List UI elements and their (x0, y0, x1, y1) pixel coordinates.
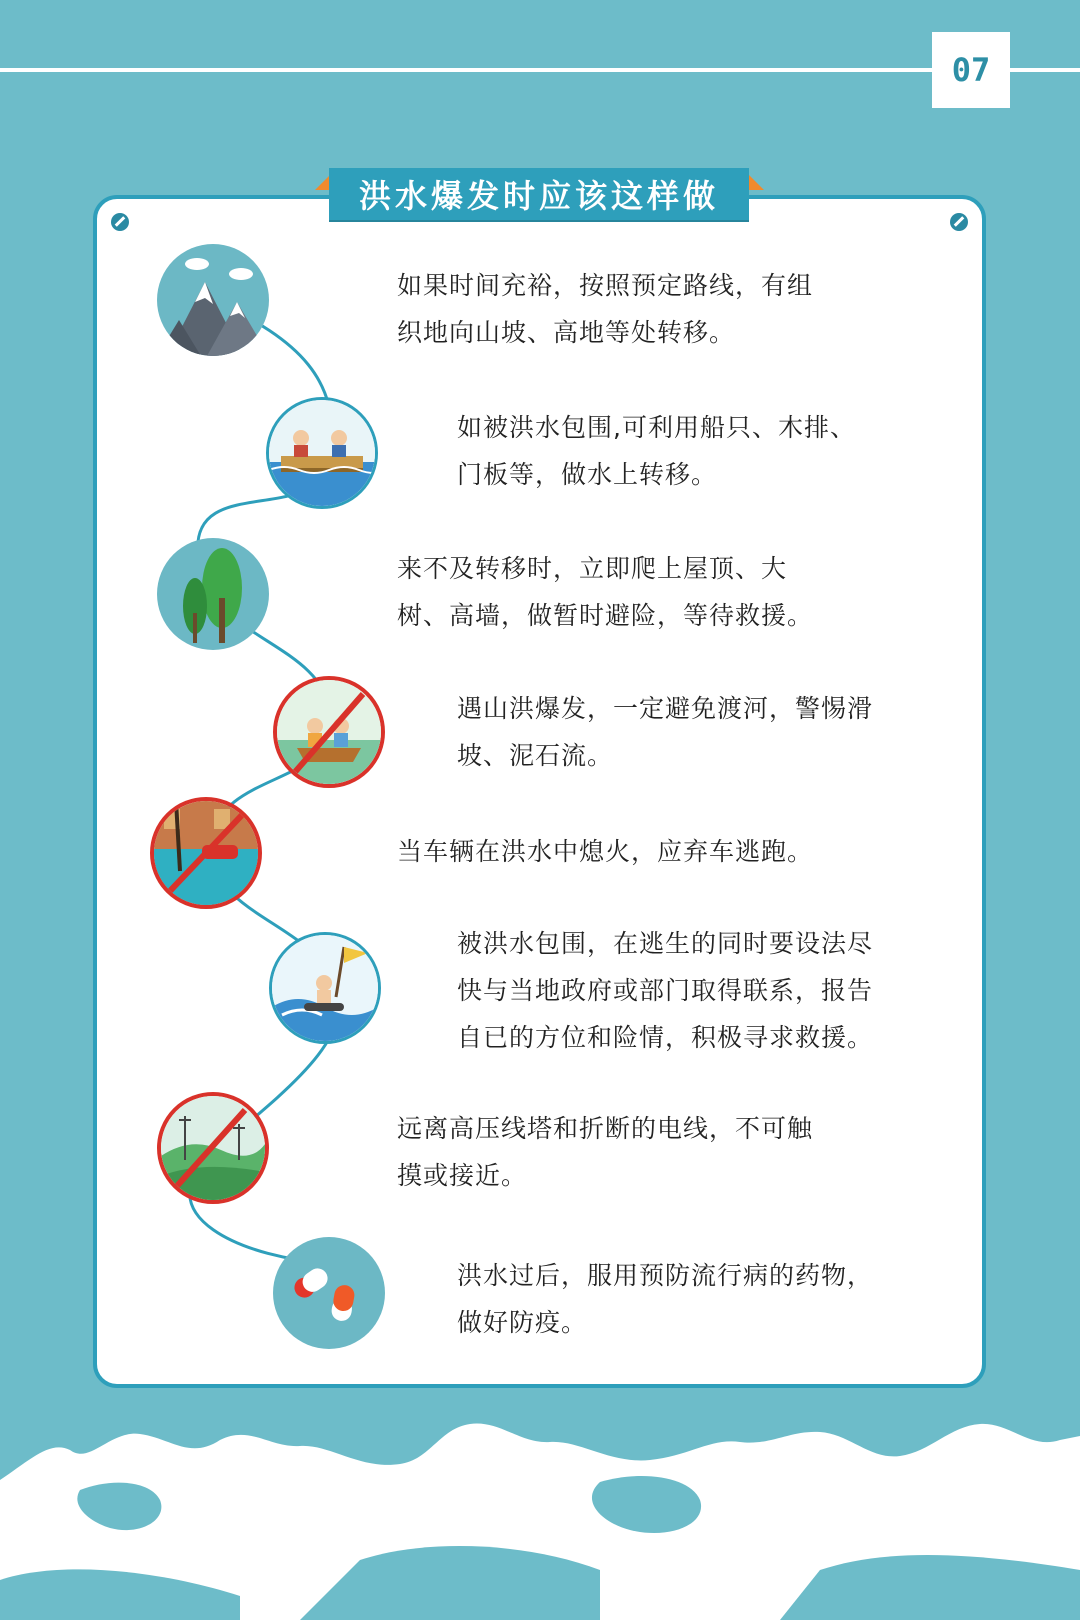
step-6-line-3: 自已的方位和险情，积极寻求救援。 (457, 1023, 874, 1052)
step-5-text (397, 828, 813, 875)
rescue-flag-icon (269, 932, 381, 1044)
medicine-pill-icon (273, 1237, 385, 1349)
step-3-line-1: 来不及转移时，立即爬上屋顶、大 (397, 554, 788, 583)
no-river-crossing-icon (273, 676, 385, 788)
step-3-line-2: 树、高墙，做暂时避险，等待救援。 (397, 601, 814, 630)
step-1-line-1: 如果时间充裕，按照预定路线，有组 (397, 271, 814, 300)
step-1-line-2: 织地向山坡、高地等处转移。 (397, 318, 736, 347)
step-8-line-1: 洪水过后，服用预防流行病的药物， (457, 1261, 874, 1290)
mountain-icon (157, 244, 269, 356)
page-number-badge: 07 (932, 32, 1010, 108)
step-6-line-1: 被洪水包围，在逃生的同时要设法尽 (457, 929, 874, 958)
step-5-line-1: 当车辆在洪水中熄火，应弃车逃跑。 (397, 837, 814, 866)
step-2-line-1: 如被洪水包围,可利用船只、木排、 (457, 413, 856, 442)
step-4-line-2: 坡、泥石流。 (457, 741, 614, 770)
step-6-line-2: 快与当地政府或部门取得联系，报告 (457, 976, 874, 1005)
step-4-text (457, 685, 873, 779)
bottom-wave-decoration (0, 1420, 1080, 1620)
trees-icon (157, 538, 269, 650)
step-2-text (457, 404, 856, 498)
step-1-text (397, 262, 813, 356)
step-6-text (457, 920, 873, 1061)
no-flooded-car-icon (150, 797, 262, 909)
no-power-line-icon (157, 1092, 269, 1204)
page-title: 洪水爆发时应该这样做 (329, 168, 749, 220)
step-7-line-1: 远离高压线塔和折断的电线，不可触 (397, 1114, 814, 1143)
step-8-text (457, 1252, 873, 1346)
step-7-line-2: 摸或接近。 (397, 1161, 528, 1190)
step-2-line-2: 门板等，做水上转移。 (457, 460, 718, 489)
step-4-line-1: 遇山洪爆发，一定避免渡河，警惕滑 (457, 694, 874, 723)
step-3-text (397, 545, 813, 639)
step-7-text (397, 1105, 813, 1199)
step-8-line-2: 做好防疫。 (457, 1308, 588, 1337)
boat-raft-icon (266, 397, 378, 509)
